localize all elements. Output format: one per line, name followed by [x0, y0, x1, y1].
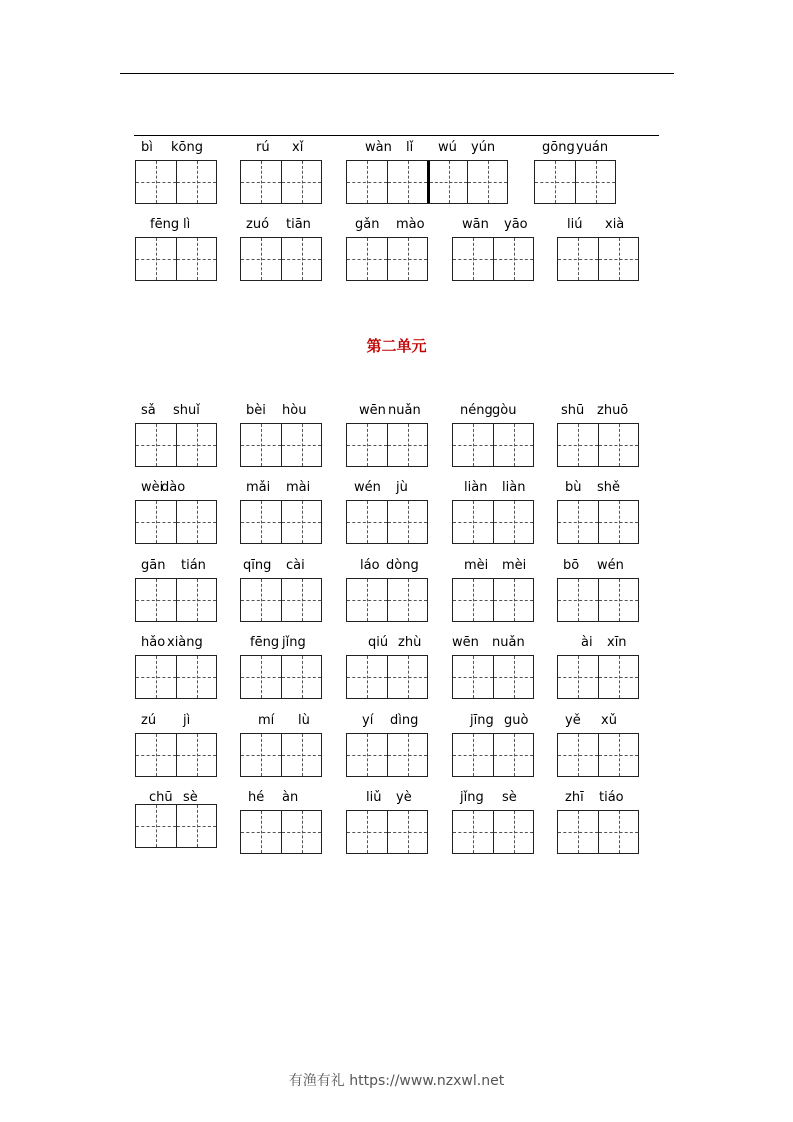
- writing-cell[interactable]: [136, 579, 176, 621]
- writing-cell[interactable]: [575, 161, 615, 203]
- pinyin-syllable: jǐng: [460, 790, 484, 805]
- writing-cell[interactable]: [136, 501, 176, 543]
- writing-grid[interactable]: [240, 655, 322, 699]
- writing-cell[interactable]: [453, 501, 493, 543]
- pinyin-syllable: zhuō: [597, 403, 629, 418]
- writing-grid[interactable]: [135, 655, 217, 699]
- pinyin-syllable: néng: [460, 403, 493, 418]
- writing-cell[interactable]: [598, 501, 638, 543]
- writing-cell[interactable]: [136, 424, 176, 466]
- pinyin-syllable: dào: [161, 480, 186, 495]
- writing-cell[interactable]: [598, 424, 638, 466]
- writing-grid[interactable]: [557, 578, 639, 622]
- pinyin-syllable: ài: [581, 635, 593, 650]
- pinyin-syllable: mí: [258, 713, 275, 728]
- pinyin-syllable: wān: [462, 217, 489, 232]
- writing-cell[interactable]: [176, 734, 216, 776]
- writing-grid[interactable]: [557, 655, 639, 699]
- writing-cell[interactable]: [281, 501, 321, 543]
- writing-cell[interactable]: [453, 424, 493, 466]
- writing-grid[interactable]: [452, 655, 534, 699]
- writing-cell[interactable]: [347, 579, 387, 621]
- writing-cell[interactable]: [347, 734, 387, 776]
- writing-cell[interactable]: [241, 811, 281, 853]
- pinyin-syllable: gōng: [542, 140, 575, 155]
- writing-grid[interactable]: [346, 733, 428, 777]
- pinyin-syllable: xià: [605, 217, 625, 232]
- writing-cell[interactable]: [535, 161, 575, 203]
- writing-cell[interactable]: [347, 501, 387, 543]
- writing-cell[interactable]: [136, 734, 176, 776]
- writing-cell[interactable]: [136, 805, 176, 847]
- pinyin-syllable: fēng: [150, 217, 180, 232]
- pinyin-syllable: zuó: [246, 217, 270, 232]
- pinyin-syllable: wén: [597, 558, 624, 573]
- pinyin-syllable: kōng: [171, 140, 203, 155]
- writing-grid[interactable]: [346, 237, 428, 281]
- writing-grid[interactable]: [135, 500, 217, 544]
- pinyin-syllable: zhù: [398, 635, 422, 650]
- writing-grid[interactable]: [452, 810, 534, 854]
- writing-cell[interactable]: [176, 805, 216, 847]
- writing-cell[interactable]: [347, 811, 387, 853]
- writing-grid[interactable]: [346, 810, 428, 854]
- writing-cell[interactable]: [241, 238, 281, 280]
- pinyin-syllable: mài: [286, 480, 311, 495]
- pinyin-syllable: mào: [396, 217, 425, 232]
- pinyin-syllable: yí: [362, 713, 374, 728]
- pinyin-syllable: zú: [141, 713, 157, 728]
- pinyin-syllable: chū: [149, 790, 173, 805]
- writing-cell[interactable]: [493, 501, 533, 543]
- writing-cell[interactable]: [281, 656, 321, 698]
- writing-grid[interactable]: [557, 237, 639, 281]
- writing-cell[interactable]: [387, 238, 427, 280]
- writing-cell[interactable]: [347, 161, 387, 203]
- pinyin-syllable: fēng: [250, 635, 280, 650]
- pinyin-syllable: qiú: [368, 635, 389, 650]
- writing-cell[interactable]: [387, 811, 427, 853]
- writing-grid[interactable]: [557, 500, 639, 544]
- writing-cell[interactable]: [136, 656, 176, 698]
- writing-grid[interactable]: [557, 810, 639, 854]
- pinyin-syllable: wú: [438, 140, 457, 155]
- writing-cell[interactable]: [241, 656, 281, 698]
- pinyin-syllable: xǐ: [292, 140, 304, 155]
- writing-cell[interactable]: [558, 734, 598, 776]
- writing-cell[interactable]: [493, 811, 533, 853]
- pinyin-syllable: bì: [141, 140, 153, 155]
- writing-grid[interactable]: [135, 160, 217, 204]
- writing-cell[interactable]: [558, 424, 598, 466]
- writing-cell[interactable]: [558, 656, 598, 698]
- pinyin-syllable: hé: [248, 790, 265, 805]
- pinyin-syllable: bèi: [246, 403, 266, 418]
- pinyin-syllable: dòng: [386, 558, 419, 573]
- pinyin-syllable: xǔ: [601, 713, 617, 728]
- writing-cell[interactable]: [347, 424, 387, 466]
- writing-grid[interactable]: [346, 423, 428, 467]
- writing-grid[interactable]: [346, 500, 428, 544]
- writing-cell[interactable]: [241, 424, 281, 466]
- pinyin-syllable: wàn: [365, 140, 392, 155]
- writing-grid[interactable]: [452, 423, 534, 467]
- pinyin-syllable: gǎn: [355, 217, 380, 232]
- writing-cell[interactable]: [387, 424, 427, 466]
- writing-cell[interactable]: [453, 734, 493, 776]
- writing-cell[interactable]: [281, 161, 321, 203]
- writing-cell[interactable]: [176, 238, 216, 280]
- pinyin-syllable: tiān: [286, 217, 311, 232]
- writing-cell[interactable]: [176, 501, 216, 543]
- pinyin-syllable: bō: [563, 558, 580, 573]
- pinyin-syllable: wēn: [359, 403, 386, 418]
- pinyin-syllable: yě: [565, 713, 581, 728]
- pinyin-syllable: jù: [396, 480, 408, 495]
- pinyin-syllable: rú: [256, 140, 270, 155]
- writing-grid[interactable]: [135, 578, 217, 622]
- pinyin-syllable: shū: [561, 403, 585, 418]
- writing-grid[interactable]: [346, 160, 508, 204]
- writing-cell[interactable]: [347, 238, 387, 280]
- pinyin-syllable: dìng: [390, 713, 419, 728]
- pinyin-syllable: àn: [282, 790, 299, 805]
- writing-cell[interactable]: [387, 579, 427, 621]
- writing-cell[interactable]: [558, 238, 598, 280]
- pinyin-syllable: lì: [183, 217, 191, 232]
- writing-grid[interactable]: [135, 733, 217, 777]
- pinyin-syllable: yún: [471, 140, 496, 155]
- writing-cell[interactable]: [281, 734, 321, 776]
- pinyin-syllable: liàn: [502, 480, 526, 495]
- writing-cell[interactable]: [493, 656, 533, 698]
- writing-cell[interactable]: [176, 656, 216, 698]
- writing-cell[interactable]: [387, 656, 427, 698]
- unit-title: 第二单元: [366, 337, 427, 355]
- writing-cell[interactable]: [387, 161, 427, 203]
- writing-grid[interactable]: [240, 237, 322, 281]
- writing-cell[interactable]: [176, 424, 216, 466]
- pinyin-syllable: mǎi: [246, 480, 271, 495]
- pinyin-syllable: jì: [183, 713, 191, 728]
- writing-cell[interactable]: [598, 238, 638, 280]
- pinyin-syllable: jǐng: [282, 635, 306, 650]
- writing-cell[interactable]: [347, 656, 387, 698]
- section-rule: [134, 135, 659, 136]
- writing-cell[interactable]: [136, 238, 176, 280]
- pinyin-syllable: gān: [141, 558, 166, 573]
- pinyin-syllable: liàn: [464, 480, 488, 495]
- writing-grid[interactable]: [452, 733, 534, 777]
- writing-grid[interactable]: [240, 810, 322, 854]
- writing-cell[interactable]: [453, 579, 493, 621]
- pinyin-syllable: tiáo: [599, 790, 624, 805]
- writing-cell[interactable]: [598, 579, 638, 621]
- writing-cell[interactable]: [598, 656, 638, 698]
- writing-grid[interactable]: [135, 804, 217, 848]
- pinyin-syllable: bù: [565, 480, 582, 495]
- pinyin-syllable: yāo: [504, 217, 528, 232]
- writing-cell[interactable]: [176, 579, 216, 621]
- writing-grid[interactable]: [557, 733, 639, 777]
- writing-cell[interactable]: [493, 734, 533, 776]
- writing-cell[interactable]: [558, 811, 598, 853]
- writing-grid[interactable]: [557, 423, 639, 467]
- writing-grid[interactable]: [452, 237, 534, 281]
- pinyin-syllable: lù: [298, 713, 310, 728]
- writing-cell[interactable]: [136, 161, 176, 203]
- header-rule: [120, 73, 674, 74]
- writing-grid[interactable]: [240, 160, 322, 204]
- writing-grid[interactable]: [346, 655, 428, 699]
- writing-cell[interactable]: [281, 424, 321, 466]
- pinyin-syllable: liú: [567, 217, 583, 232]
- writing-cell[interactable]: [558, 501, 598, 543]
- pinyin-syllable: wēn: [452, 635, 479, 650]
- writing-cell[interactable]: [467, 161, 507, 203]
- pinyin-syllable: xīn: [607, 635, 627, 650]
- writing-cell[interactable]: [281, 811, 321, 853]
- writing-cell[interactable]: [427, 161, 467, 203]
- writing-cell[interactable]: [241, 501, 281, 543]
- pinyin-syllable: gòu: [492, 403, 517, 418]
- writing-cell[interactable]: [598, 734, 638, 776]
- pinyin-syllable: nuǎn: [492, 635, 525, 650]
- writing-grid[interactable]: [240, 578, 322, 622]
- writing-grid[interactable]: [240, 423, 322, 467]
- pinyin-syllable: jīng: [470, 713, 494, 728]
- writing-cell[interactable]: [241, 734, 281, 776]
- writing-grid[interactable]: [135, 423, 217, 467]
- pinyin-syllable: láo: [360, 558, 380, 573]
- pinyin-syllable: cài: [286, 558, 305, 573]
- writing-cell[interactable]: [493, 579, 533, 621]
- pinyin-syllable: wèi: [141, 480, 164, 495]
- writing-grid[interactable]: [452, 578, 534, 622]
- pinyin-syllable: xiàng: [167, 635, 203, 650]
- writing-cell[interactable]: [493, 424, 533, 466]
- pinyin-syllable: mèi: [464, 558, 489, 573]
- pinyin-syllable: sǎ: [141, 403, 156, 418]
- pinyin-syllable: yè: [396, 790, 412, 805]
- writing-cell[interactable]: [176, 161, 216, 203]
- writing-cell[interactable]: [453, 238, 493, 280]
- pinyin-syllable: lǐ: [406, 140, 414, 155]
- pinyin-syllable: shě: [597, 480, 621, 495]
- writing-grid[interactable]: [534, 160, 616, 204]
- writing-cell[interactable]: [387, 501, 427, 543]
- writing-grid[interactable]: [240, 733, 322, 777]
- writing-cell[interactable]: [241, 161, 281, 203]
- pinyin-syllable: mèi: [502, 558, 527, 573]
- pinyin-syllable: guò: [504, 713, 529, 728]
- pinyin-syllable: shuǐ: [173, 403, 200, 418]
- pinyin-syllable: yuán: [576, 140, 609, 155]
- pinyin-syllable: sè: [502, 790, 517, 805]
- writing-cell[interactable]: [281, 579, 321, 621]
- writing-grid[interactable]: [135, 237, 217, 281]
- writing-grid[interactable]: [452, 500, 534, 544]
- writing-cell[interactable]: [281, 238, 321, 280]
- writing-cell[interactable]: [493, 238, 533, 280]
- pinyin-syllable: nuǎn: [388, 403, 421, 418]
- pinyin-syllable: liǔ: [366, 790, 382, 805]
- writing-cell[interactable]: [598, 811, 638, 853]
- pinyin-syllable: qīng: [243, 558, 272, 573]
- footer-watermark: 有渔有礼 https://www.nzxwl.net: [288, 1073, 505, 1089]
- writing-grid[interactable]: [240, 500, 322, 544]
- pinyin-syllable: wén: [354, 480, 381, 495]
- pinyin-syllable: zhī: [565, 790, 584, 805]
- pinyin-syllable: hòu: [282, 403, 307, 418]
- writing-cell[interactable]: [241, 579, 281, 621]
- writing-cell[interactable]: [558, 579, 598, 621]
- pinyin-syllable: tián: [181, 558, 206, 573]
- pinyin-syllable: hǎo: [141, 635, 166, 650]
- writing-cell[interactable]: [387, 734, 427, 776]
- pinyin-syllable: sè: [183, 790, 198, 805]
- writing-cell[interactable]: [453, 811, 493, 853]
- writing-cell[interactable]: [453, 656, 493, 698]
- writing-grid[interactable]: [346, 578, 428, 622]
